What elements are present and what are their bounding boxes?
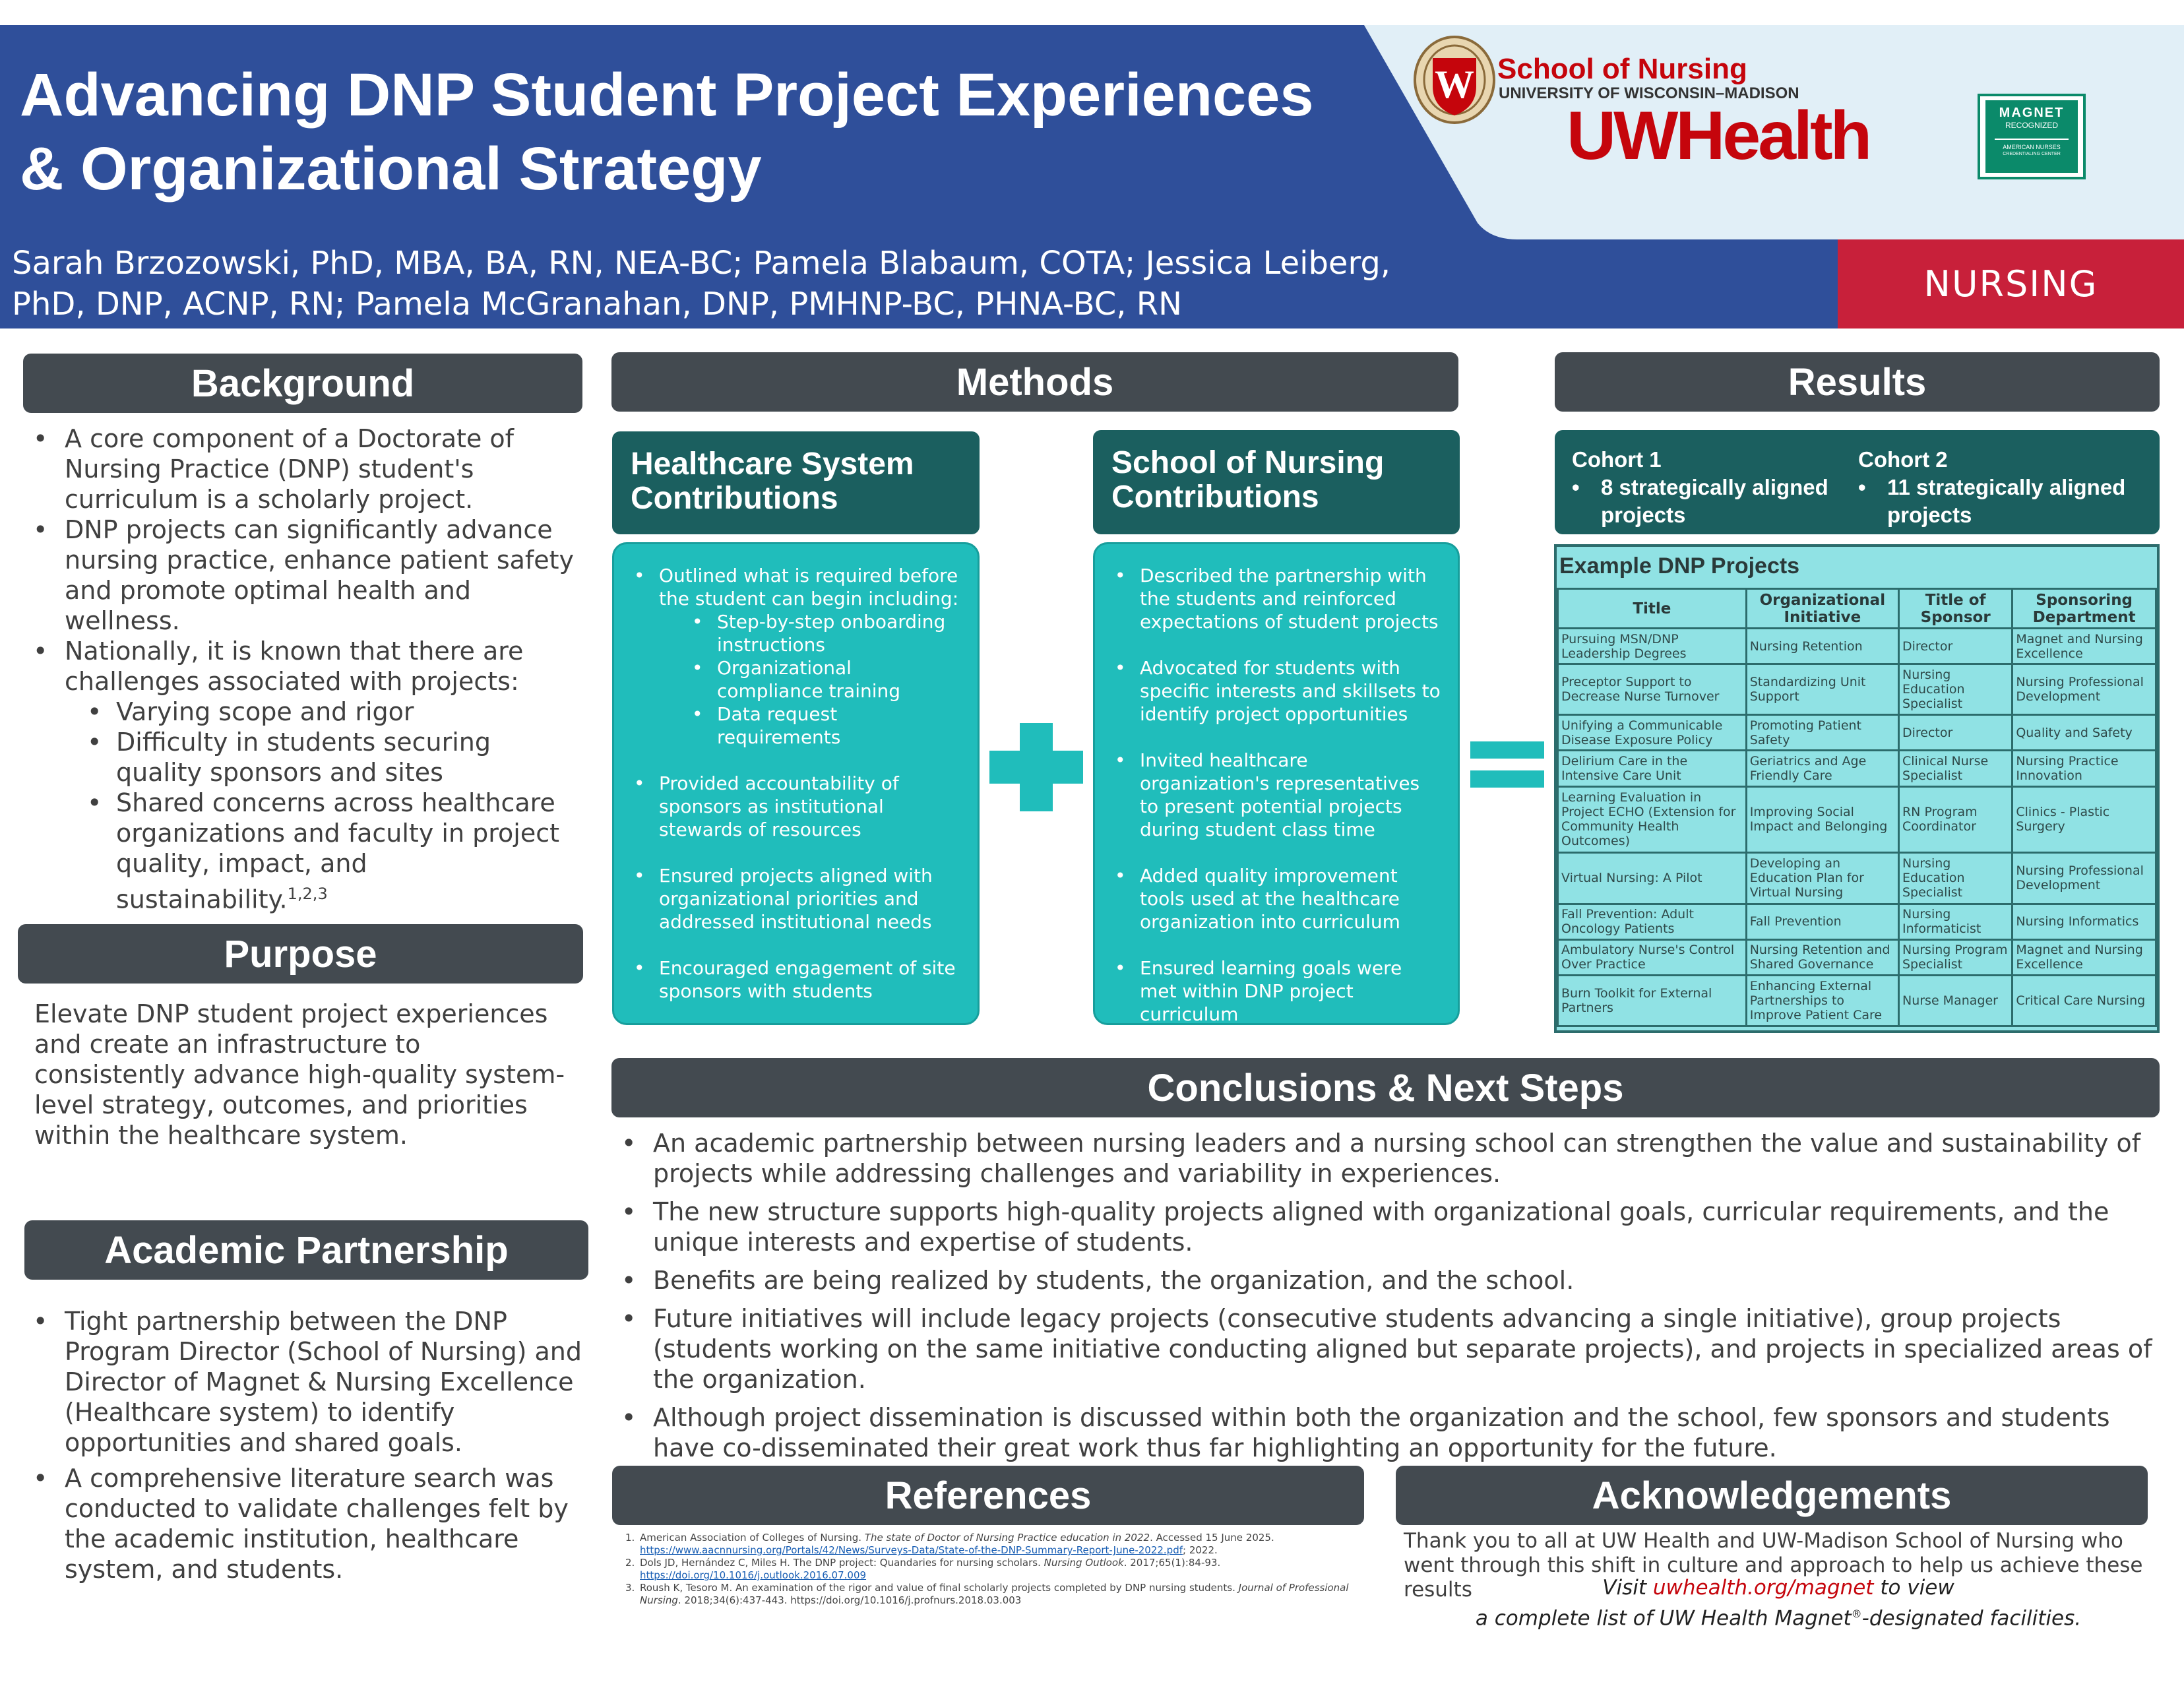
- table-cell: Nursing Informaticist: [1898, 904, 2012, 939]
- partnership-list: [24, 1306, 584, 1584]
- table-cell: Nursing Program Specialist: [1898, 939, 2012, 975]
- facilities-line: a complete list of UW Health Magnet®-designated facilities.: [1475, 1606, 2082, 1631]
- list-item: • Varying scope and rigor: [87, 697, 584, 727]
- university-name: UNIVERSITY OF WISCONSIN–MADISON: [1499, 84, 1799, 102]
- list-item: • Step-by-step onboarding instructions: [692, 610, 962, 656]
- plus-icon: [989, 723, 1083, 811]
- authors-line-2: PhD, DNP, ACNP, RN; Pamela McGranahan, DNP, PMHNP-BC, PHNA-BC, RN: [12, 286, 1183, 323]
- healthcare-sublist: [692, 610, 962, 749]
- cohort-2-label: Cohort 2: [1858, 447, 1948, 472]
- table-cell: Developing an Education Plan for Virtual Nursing: [1746, 853, 1898, 904]
- list-item: • Future initiatives will include legacy projects (consecutive students advancing a single initiative), group projects (students working on the same initiative conducting aligned but separate projects), and projects in specialized areas of the organization.: [612, 1303, 2162, 1394]
- table-row: [1558, 904, 2156, 939]
- list-item: • Difficulty in students securing quality sponsors and sites: [87, 727, 584, 788]
- magnet-badge: [1978, 94, 2086, 179]
- table-cell: Preceptor Support to Decrease Nurse Turnover: [1558, 664, 1747, 715]
- table-row: [1558, 751, 2156, 786]
- example-projects-rows: [1558, 629, 2156, 1026]
- example-projects: [1554, 544, 2160, 1033]
- table-cell: Nursing Education Specialist: [1898, 664, 2012, 715]
- table-cell: Enhancing External Partnerships to Improve Patient Care: [1746, 975, 1898, 1026]
- results-heading: Results: [1555, 352, 2160, 412]
- table-cell: Improving Social Impact and Belonging: [1746, 786, 1898, 853]
- list-item: • An academic partnership between nursing leaders and a nursing school can strengthen the value and sustainability of projects while addressing challenges and variability in experiences.: [612, 1128, 2162, 1189]
- reference-1: 1. American Association of Colleges of Nursing. The state of Doctor of Nursing Practice education in 2022. Accessed 15 June 2025. https://www.aacnnursing.org/Portals/42/News/Surveys-Data/State-of-the-DNP-Summary-Report-June-2022.pdf; 2022.: [625, 1532, 1274, 1556]
- reference-3: 3. Roush K, Tesoro M. An examination of the rigor and value of final scholarly projects completed by DNP nursing students. Journal of Professional Nursing. 2018;34(6):437-443. https://doi.org/10.1016/j.profnurs.2018.03.003: [625, 1582, 1349, 1606]
- table-cell: Burn Toolkit for External Partners: [1558, 975, 1747, 1026]
- healthcare-system-heading: Healthcare System Contributions: [612, 431, 980, 534]
- list-item: • Ensured projects aligned with organizational priorities and addressed institutional needs: [630, 864, 962, 933]
- list-item: • Encouraged engagement of site sponsors with students: [630, 956, 962, 1003]
- table-cell: Unifying a Communicable Disease Exposure Policy: [1558, 715, 1747, 751]
- cohort-2-item: • 11 strategically aligned projects: [1858, 475, 2126, 527]
- table-cell: Delirium Care in the Intensive Care Unit: [1558, 751, 1747, 786]
- table-row: [1558, 939, 2156, 975]
- list-item: • Although project dissemination is discussed within both the organization and the school, few sponsors and students have co-disseminated their great work thus far highlighting an opportunity for the future.: [612, 1402, 2162, 1463]
- table-cell: Standardizing Unit Support: [1746, 664, 1898, 715]
- uwhealth-logo: UWHealth: [1567, 98, 1870, 174]
- list-item: • Benefits are being realized by students, the organization, and the school.: [612, 1265, 2162, 1296]
- school-of-nursing-name: School of Nursing: [1497, 53, 1747, 85]
- table-cell: Virtual Nursing: A Pilot: [1558, 853, 1747, 904]
- example-projects-title: Example DNP Projects: [1559, 553, 1800, 578]
- list-item: [630, 564, 962, 749]
- list-item: [87, 788, 584, 915]
- cohort-2: [1858, 446, 2148, 529]
- list-item: • Tight partnership between the DNP Program Director (School of Nursing) and Director of Magnet & Nursing Excellence (Healthcare system) to identify opportunities and shared goals.: [24, 1306, 584, 1458]
- table-cell: Pursuing MSN/DNP Leadership Degrees: [1558, 629, 1747, 664]
- table-row: [1558, 664, 2156, 715]
- cohort-2-text: 11 strategically aligned projects: [1887, 475, 2126, 527]
- table-row: [1558, 715, 2156, 751]
- poster-title: [20, 58, 1314, 206]
- table-cell: Nursing Practice Innovation: [2012, 751, 2156, 786]
- authors: [12, 243, 1390, 325]
- table-cell: Director: [1898, 715, 2012, 751]
- title-line-2: & Organizational Strategy: [20, 135, 762, 203]
- column-header: Title of Sponsor: [1898, 589, 2012, 629]
- list-item: • The new structure supports high-quality projects aligned with organizational goals, curricular requirements, and the unique interests and expertise of students.: [612, 1197, 2162, 1257]
- reference-2-link[interactable]: https://doi.org/10.1016/j.outlook.2016.07.009: [640, 1569, 867, 1581]
- citation-superscript: 1,2,3: [287, 885, 328, 903]
- magnet-link[interactable]: uwhealth.org/magnet: [1652, 1576, 1874, 1600]
- purpose-heading: Purpose: [18, 924, 583, 984]
- references-list: [625, 1532, 1371, 1607]
- background-section: [24, 423, 584, 915]
- list-item: • A core component of a Doctorate of Nursing Practice (DNP) student's curriculum is a scholarly project.: [24, 423, 584, 515]
- magnet-text: MAGNET: [1999, 106, 2065, 120]
- list-item-text: Nationally, it is known that there are challenges associated with projects:: [65, 637, 524, 696]
- list-item: • DNP projects can significantly advance nursing practice, enhance patient safety and promote optimal health and wellness.: [24, 515, 584, 636]
- reference-2: 2. Dols JD, Hernández C, Miles H. The DNP project: Quandaries for nursing scholars. Nursing Outlook. 2017;65(1):84-93. https://doi.org/10.1016/j.outlook.2016.07.009: [625, 1557, 1221, 1581]
- column-header: Sponsoring Department: [2012, 589, 2156, 629]
- list-item: • Added quality improvement tools used at the healthcare organization into curriculum: [1111, 864, 1442, 933]
- table-cell: Director: [1898, 629, 2012, 664]
- list-item: • Data request requirements: [692, 703, 962, 749]
- visit-line: Visit uwhealth.org/magnet to view: [1602, 1576, 1954, 1600]
- table-row: [1558, 786, 2156, 853]
- acknowledgements-heading: Acknowledgements: [1396, 1466, 2148, 1525]
- cohort-1-text: 8 strategically aligned projects: [1601, 475, 1828, 527]
- table-row: [1558, 629, 2156, 664]
- table-cell: Ambulatory Nurse's Control Over Practice: [1558, 939, 1747, 975]
- table-cell: Nursing Education Specialist: [1898, 853, 2012, 904]
- methods-heading: Methods: [611, 352, 1458, 412]
- header-banner: [0, 25, 2184, 328]
- list-item-text: Shared concerns across healthcare organizations and faculty in project quality, impact, and sustainability.: [116, 788, 559, 914]
- magnet-recognized-text: RECOGNIZED: [2005, 121, 2058, 130]
- table-cell: Fall Prevention: Adult Oncology Patients: [1558, 904, 1747, 939]
- example-projects-table: [1557, 588, 2157, 1027]
- table-cell: Geriatrics and Age Friendly Care: [1746, 751, 1898, 786]
- cohort-1-label: Cohort 1: [1572, 447, 1662, 472]
- table-cell: Learning Evaluation in Project ECHO (Extension for Community Health Outcomes): [1558, 786, 1747, 853]
- table-cell: Magnet and Nursing Excellence: [2012, 629, 2156, 664]
- list-item: • Advocated for students with specific interests and skillsets to identify project opportunities: [1111, 656, 1442, 726]
- svg-text:W: W: [1435, 63, 1474, 106]
- table-row: [1558, 853, 2156, 904]
- cohort-1: [1572, 446, 1849, 529]
- list-item-text: Outlined what is required before the student can begin including:: [659, 565, 959, 610]
- list-item: • Organizational compliance training: [692, 656, 962, 703]
- healthcare-list: [630, 564, 962, 1003]
- column-header: Title: [1558, 589, 1747, 629]
- title-line-1: Advancing DNP Student Project Experiences: [20, 61, 1314, 129]
- table-cell: Nursing Professional Development: [2012, 664, 2156, 715]
- table-cell: Fall Prevention: [1746, 904, 1898, 939]
- list-item: • Provided accountability of sponsors as institutional stewards of resources: [630, 772, 962, 841]
- cohort-1-item: • 8 strategically aligned projects: [1572, 475, 1828, 527]
- table-cell: Clinics - Plastic Surgery: [2012, 786, 2156, 853]
- list-item: • Ensured learning goals were met within DNP project curriculum: [1111, 956, 1442, 1026]
- table-cell: Nurse Manager: [1898, 975, 2012, 1026]
- conclusions-section: [612, 1128, 2162, 1463]
- acknowledgements-text: Thank you to all at UW Health and UW-Madison School of Nursing who went through this shift in culture and approach to help us achieve these results: [1404, 1529, 2143, 1602]
- purpose-text: Elevate DNP student project experiences and create an infrastructure to consistently advance high-quality system-level strategy, outcomes, and priorities within the healthcare system.: [34, 999, 565, 1150]
- table-cell: Nursing Informatics: [2012, 904, 2156, 939]
- list-item: • Described the partnership with the students and reinforced expectations of student projects: [1111, 564, 1442, 633]
- magnet-ancc-text: AMERICAN NURSES: [2003, 144, 2061, 150]
- school-of-nursing-box: [1093, 542, 1460, 1025]
- healthcare-system-box: [612, 542, 980, 1025]
- academic-partnership-heading: Academic Partnership: [24, 1220, 588, 1280]
- background-sublist: [87, 697, 584, 915]
- cohort-summary: [1555, 430, 2160, 534]
- equals-icon: [1470, 741, 1544, 788]
- background-heading: Background: [23, 354, 582, 413]
- table-cell: Promoting Patient Safety: [1746, 715, 1898, 751]
- table-cell: Magnet and Nursing Excellence: [2012, 939, 2156, 975]
- authors-line-1: Sarah Brzozowski, PhD, MBA, BA, RN, NEA-BC; Pamela Blabaum, COTA; Jessica Leiberg,: [12, 245, 1391, 282]
- school-list: [1111, 564, 1442, 1026]
- table-cell: Quality and Safety: [2012, 715, 2156, 751]
- table-cell: Critical Care Nursing: [2012, 975, 2156, 1026]
- conclusions-list: [612, 1128, 2162, 1463]
- reference-1-link[interactable]: https://www.aacnnursing.org/Portals/42/News/Surveys-Data/State-of-the-DNP-Summary-Report-June-2022.pdf: [640, 1544, 1183, 1556]
- background-list: [24, 423, 584, 915]
- table-cell: Clinical Nurse Specialist: [1898, 751, 2012, 786]
- partnership-section: [24, 1306, 584, 1584]
- uw-crest-icon: [1413, 35, 1496, 125]
- magnet-ancc-text-2: CREDENTIALING CENTER: [2003, 152, 2061, 156]
- references-heading: References: [612, 1466, 1364, 1525]
- list-item: [24, 636, 584, 915]
- column-header: Organizational Initiative: [1746, 589, 1898, 629]
- school-of-nursing-heading: School of Nursing Contributions: [1093, 430, 1460, 534]
- table-cell: Nursing Retention: [1746, 629, 1898, 664]
- magnet-visit-note: [1396, 1575, 2161, 1631]
- conclusions-heading: Conclusions & Next Steps: [611, 1058, 2160, 1117]
- table-cell: RN Program Coordinator: [1898, 786, 2012, 853]
- table-cell: Nursing Professional Development: [2012, 853, 2156, 904]
- list-item: • A comprehensive literature search was conducted to validate challenges felt by the academic institution, healthcare system, and students.: [24, 1463, 584, 1584]
- table-cell: Nursing Retention and Shared Governance: [1746, 939, 1898, 975]
- table-row: [1558, 975, 2156, 1026]
- nursing-label: NURSING: [1923, 263, 2098, 305]
- list-item: • Invited healthcare organization's representatives to present potential projects during student class time: [1111, 749, 1442, 841]
